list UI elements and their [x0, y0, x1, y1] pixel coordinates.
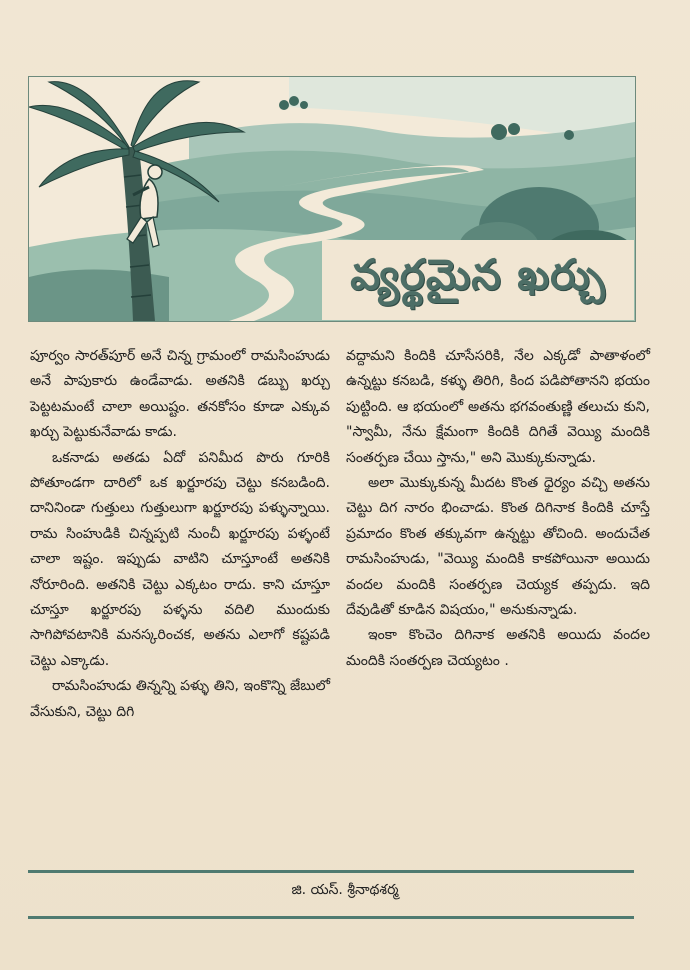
- paragraph-2: ఒకనాడు అతడు ఏదో పనిమీద పొరు గూరికి పోతూండగా దారిలో ఒక ఖర్జూరపు చెట్టు కనబడింది. దానినిండా గుత్తులు గుత్తులుగా ఖర్జూరపు పళ్ళున్నాయి. రామ సింహుడికి చిన్నప్పటి నుంచీ ఖర్జూరపు పళ్ళంటే చాలా ఇష్టం. ఇప్పుడు వాటిని చూస్తూంటే అతనికి నోరూరింది. అతనికి చెట్టు ఎక్కటం రాదు. కాని చూస్తూ చూస్తూ ఖర్జూరపు పళ్ళను వదిలి ముందుకు సాగిపోవటానికి మనస్కరించక, అతను ఎలాగో కష్టపడి చెట్టు ఎక్కాడు.: [30, 449, 330, 669]
- paragraph-6: ఇంకా కొంచెం దిగినాక అతనికి అయిదు వందల మందికి సంతర్పణ చెయ్యటం .: [346, 627, 650, 669]
- author-credit: జి. యస్. శ్రీనాథశర్మ: [291, 882, 399, 898]
- paragraph-1: పూర్వం సారత్‌పూర్ అనే చిన్న గ్రామంలో రామసింహుడు అనే పాపుకారు ఉండేవాడు. అతనికి డబ్బు ఖర్చు పెట్టటమంటే చాలా అయిష్టం. తనకోసం కూడా ఎక్కువ ఖర్చు పెట్టుకునేవాడు కాడు.: [30, 348, 330, 441]
- bottom-divider: [28, 916, 634, 919]
- paragraph-5: అలా మొక్కుకున్న మీదట కొంత ధైర్యం వచ్చి అతను చెట్టు దిగ నారం భించాడు. కొంత దిగినాక కిందికి చూస్తే ప్రమాదం కొంత తక్కువగా ఉన్నట్టు తోచింది. అందుచేత రామసింహుడు, "వెయ్యి మందికి కాకపోయినా అయిదు వందల మందికి సంతర్పణ చెయ్యక తప్పదు. ఇది దేవుడితో కూడిన విషయం," అనుకున్నాడు.: [346, 475, 650, 619]
- left-column: [30, 344, 330, 725]
- story-title: వ్యర్థమైన ఖర్చు: [322, 240, 634, 320]
- top-divider: [28, 870, 634, 873]
- paragraph-3: రామసింహుడు తిన్నన్ని పళ్ళు తిని, ఇంకొన్ని జేబులో వేసుకుని, చెట్టు దిగి: [30, 678, 330, 720]
- paragraph-4: వద్దామని కిందికి చూసేసరికి, నేల ఎక్కడో పాతాళంలో ఉన్నట్టు కనబడి, కళ్ళు తిరిగి, కింద పడిపోతానని భయం పుట్టింది. ఆ భయంలో అతను భగవంతుణ్ణి తలుచు కుని, "స్వామీ, నేను క్షేమంగా కిందికి దిగితే వెయ్యి మందికి సంతర్పణ చేయి స్తాను," అని మొక్కుకున్నాడు.: [346, 348, 650, 466]
- right-column: [346, 344, 650, 674]
